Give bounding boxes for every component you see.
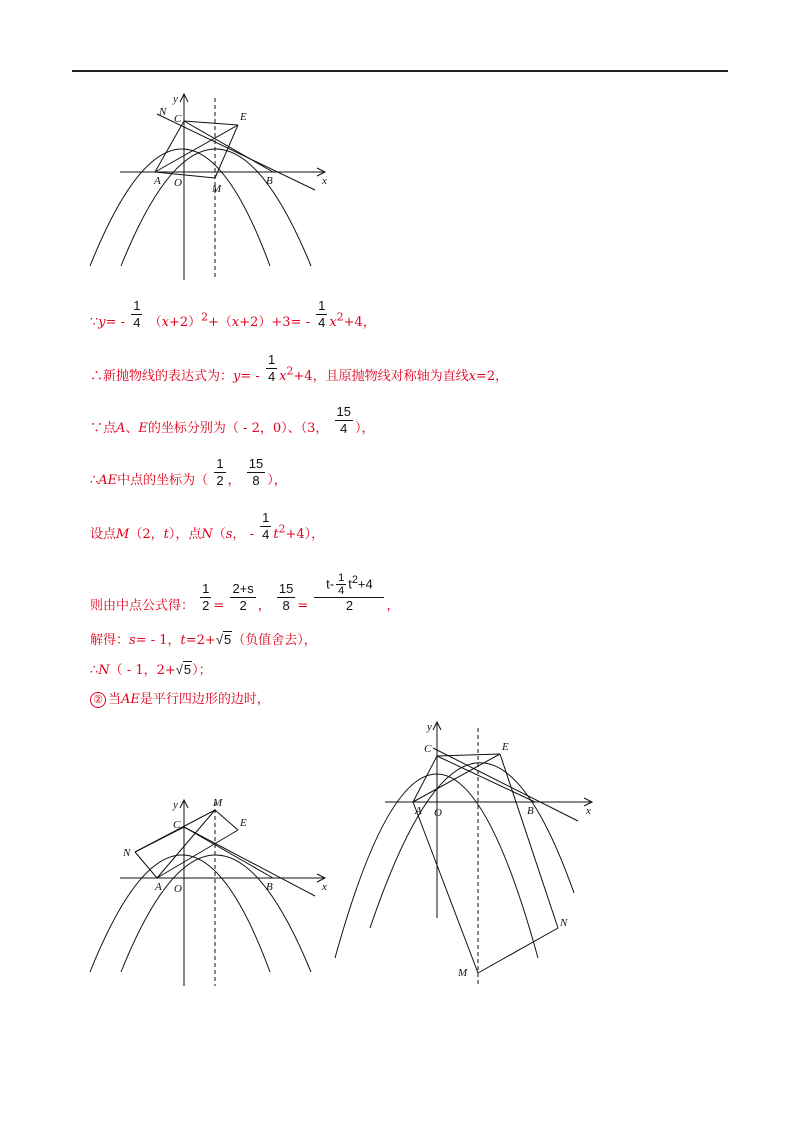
fraction: $\frac{1}{4}$ — [267, 352, 276, 384]
fraction: $\frac{1}{4}$ — [338, 572, 345, 598]
fraction: $\frac{1}{4}$ — [318, 298, 326, 330]
label-O: O — [174, 177, 182, 189]
fraction: $\frac{1}{4}$ — [262, 510, 270, 542]
label-M: M — [458, 967, 468, 979]
label-x: x — [586, 805, 591, 817]
line-1: ∵y= - $\frac{1}{4}$ $(x+2)^2+(x+2)+3=$ - $\frac{1}{4}$ $x^2+4$， — [90, 298, 376, 330]
label-N: N — [159, 106, 167, 118]
line-9: ② 当AE是平行四边形的边时， — [90, 692, 270, 708]
point-labels — [153, 93, 327, 195]
figure-2 — [85, 790, 345, 990]
point-labels — [414, 721, 591, 979]
parabolas — [90, 149, 311, 266]
label-A: A — [154, 175, 161, 187]
label-B: B — [527, 805, 534, 817]
fraction-compound: t- $\frac{1}{4}$ $t^2+4$ 2 — [314, 572, 384, 614]
label-A: A — [415, 805, 422, 817]
line-7: 解得：s= - 1，t=2+√5（负值舍去）， — [90, 632, 317, 648]
label-x: x — [322, 175, 327, 187]
fraction: $\frac{15}{4}$ — [336, 404, 352, 436]
label-N: N — [560, 917, 568, 929]
sqrt: √5 — [215, 632, 232, 647]
fraction: $\frac{1}{4}$ — [133, 298, 141, 330]
axes — [120, 800, 325, 986]
fraction: $\frac{1}{2}$ — [216, 456, 224, 488]
label-y: y — [173, 93, 178, 105]
fraction: $\frac{15}{8}$ — [248, 456, 264, 488]
point-labels — [122, 797, 327, 895]
fraction: $\frac{15}{8}$ — [278, 581, 294, 614]
line-5: 设点M（2，t），点N（s， - $\frac{1}{4}$ $t^2+4$）， — [90, 510, 325, 542]
axes — [120, 94, 325, 280]
figure-3 — [330, 718, 600, 993]
construction-lines — [413, 748, 578, 973]
label-C: C — [424, 743, 432, 755]
label-O: O — [434, 807, 442, 819]
label-B: B — [266, 881, 273, 893]
label-E: E — [502, 741, 509, 753]
line-3: ∵点A、E的坐标分别为（ - 2，0）、（3， $\frac{15}{4}$ ）， — [90, 404, 375, 436]
label-E: E — [240, 817, 247, 829]
label-C: C — [173, 819, 181, 831]
parabolas — [335, 763, 574, 958]
label-M: M — [213, 797, 223, 809]
parabolas — [90, 855, 311, 972]
line-6: 则由中点公式得： $\frac{1}{2}$ = $\frac{2+s}{2}$ ， $\frac{15}{8}$ = t- $\frac{1}{4}$ $t^2+4$ 2 ， — [90, 572, 400, 614]
label-M: M — [212, 183, 222, 195]
label-E: E — [240, 111, 247, 123]
case-number: ② — [90, 692, 106, 708]
fraction: $\frac{2+s}{2}$ — [232, 581, 254, 614]
line-2: ∴新抛物线的表达式为：y= - $\frac{1}{4}$ $x^2+4$，且原抛物线对称轴为直线x=2， — [90, 352, 509, 384]
fraction: $\frac{1}{2}$ — [202, 581, 210, 614]
label-C: C — [174, 113, 182, 125]
label-N: N — [123, 847, 131, 859]
label-x: x — [322, 881, 327, 893]
label-y: y — [427, 721, 432, 733]
header-rule — [72, 70, 728, 72]
label-A: A — [155, 881, 162, 893]
label-O: O — [174, 883, 182, 895]
label-B: B — [266, 175, 273, 187]
sqrt: √5 — [175, 662, 192, 677]
construction-lines — [135, 810, 315, 896]
figure-1 — [85, 88, 345, 288]
line-8: ∴N（ - 1，2+√5）； — [90, 662, 212, 678]
label-y: y — [173, 799, 178, 811]
line-4: ∴AE中点的坐标为（ $\frac{1}{2}$ ， $\frac{15}{8}$ ）， — [90, 456, 287, 488]
